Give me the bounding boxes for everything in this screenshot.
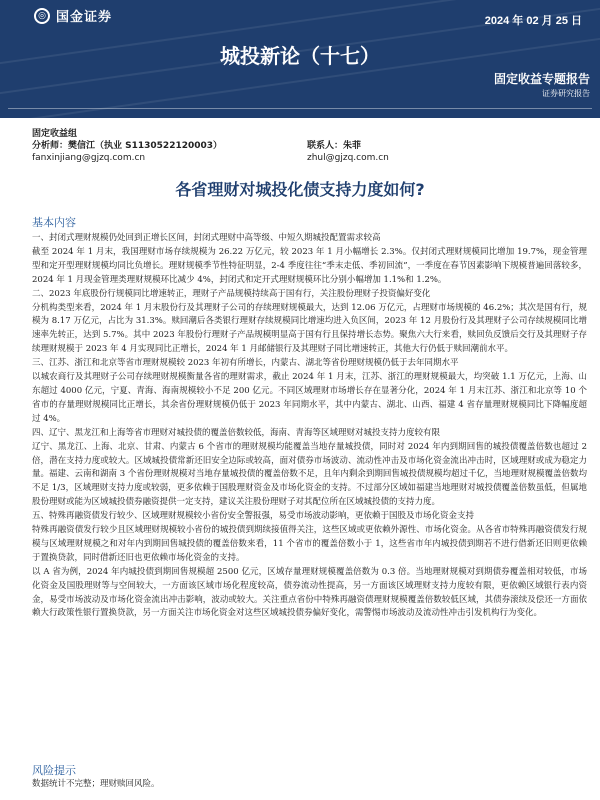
paragraph: 截至 2024 年 1 月末，我国理财市场存续规模为 26.22 万亿元，较 2023 年 1 月小幅增长 2.3%。仅封闭式理财规模同比增加 19.7%，现金管理型和定开型理财规模均同比负增长。理财规模季节性特征明显，2-4 季度往往“季末走低、季初回流”，一季度在春节因素影响下规模普遍回落较多，2024 年 1 月现金管理类理财规模环比减少 4%，封闭式和定开式理财规模环比分别小幅增加 1.1%和 1.2%。 [32, 246, 587, 285]
section-heading-content: 基本内容 [32, 216, 76, 229]
paragraph: 以城农商行及其理财子公司存续理财规模衡量各省的理财需求，截止 2024 年 1 月末，江苏、浙江的理财规模最大，均突破 1.1 万亿元，上海、山东超过 4000 亿元，宁夏、青海、海南规模较小不足 200 亿元。不同区域理财市场增长存在显著分化，2024 年 1 月末江苏、浙江和北京等 10 个省市的存量理财规模同比正增长，其余省份理财规模仍低于 2023 年同期水平，其中内蒙古、湖北、山西、福建 4 省存量理财规模同比下降幅度超过 4%。 [32, 372, 587, 424]
paragraph: 二、2023 年底股份行规模同比增速转正，理财子产品规模持续高于国有行，关注股份理财子投资偏好变化 [32, 288, 431, 299]
contact: 联系人：朱菲 [307, 141, 362, 151]
analyst-email[interactable]: fanxinjiang@gjzq.com.cn [32, 153, 146, 163]
paragraph: 四、辽宁、黑龙江和上海等省市理财对城投债的覆盖倍数较低，海南、青海等区域理财对城投支持力度较有限 [32, 427, 441, 438]
globe-icon: ◎ [34, 8, 50, 24]
paragraph: 辽宁、黑龙江、上海、北京、甘肃、内蒙古 6 个省市的理财规模均能覆盖当地存量城投债，同时对 2024 年内到期回售的城投债覆盖倍数也超过 2 倍，潜在支持力度或较大。区域城投债常新还旧安全边际或较高，面对债券市场波动、流动性冲击及市场化资金流出冲击时，区域理财或成为稳定力量。福建、云南和湖南 3 个省份理财规模对当地存量城投债的覆盖倍数不足，且年内剩余到期回售城投债规模均超过千亿，当地理财规模覆盖倍数均不足 1/3，区域理财支持力度或较弱，更多依赖于国股理财资金及市场化资金的支持。不过部分区域如福建当地理财对城投债覆盖倍数虽低，但属地股份理财或能为区域城投债券融资提供一定支持，建议关注股份理财子对其配位所在区域城投债的支持力度。 [32, 441, 587, 508]
paragraph: 三、江苏、浙江和北京等省市理财规模较 2023 年初有所增长，内蒙古、湖北等省份理财规模仍低于去年同期水平 [32, 358, 459, 369]
report-date: 2024 年 02 月 25 日 [484, 15, 582, 27]
paragraph: 特殊再融资债发行较少且区域理财规模较小省份的城投债到期续接值得关注，这些区域或更依赖外源性、市场化资金。从各省市特殊再融资债发行规模与区域理财规模之和对年内到期回售城投债的覆盖倍数来看，11 个省市的覆盖倍数小于 1，这些省市年内城投债到期若不进行借新还旧则更依赖于置换贷款，同时借新还旧也更依赖市场化资金的支持。 [32, 525, 587, 563]
analyst: 分析师：樊信江（执业 S1130522120003） [32, 141, 223, 151]
document-title: 各省理财对城投化债支持力度如何? [175, 180, 425, 199]
paragraph: 分机构类型来看，2024 年 1 月末股份行及其理财子公司的存续理财规模最大，达到 12.06 万亿元，占理财市场规模的 46.2%；其次是国有行，规模为 8.17 万亿元，占比为 31.3%。赎回潮后各类银行理财存续规模同比增速均进入负区间，2023 年 12 月股份行及其理财子公司存续规模同比增速率先转正，达到 5.7%。其中 2023 年股份行理财子产品规模明显高于国有行且保持增长态势。聚焦六大行来看，赎回负反馈后交行及其理财子存续理财规模于 2023 年 4 月实现同比正增长，2024 年 1 月邮储银行及其理财子同比增速转正，其他大行仍低于赎回潮前水平。 [32, 302, 587, 355]
paragraph: 以 A 省为例，2024 年内城投债到期回售规模超 2500 亿元，区域存量理财规模覆盖倍数为 0.3 倍。当地理财规模对到期债券覆盖相对较低，市场化资金及国股理财等与空间较大，一方面该区域市场化程度较高，债券流动性提高，另一方面该区域理财支持力度较有限，更依赖区域银行表内资金，易受市场波动及市场化资金流出冲击影响，波动或较大。关注重点省份中特殊再融资债理财规模覆盖倍数较低区域，其债券滚续及偿还一方面依赖大行政策性银行置换贷款，另一方面关注市场化资金对这些区域城投债券偏好变化，需警惕市场波动及流动性冲击引发机构行为变化。 [32, 566, 587, 619]
paragraph: 一、封闭式理财规模仍处回到正增长区间，封闭式理财中高等级、中短久期城投配置需求较高 [32, 233, 381, 243]
body-text [32, 232, 587, 621]
author-info [32, 128, 389, 164]
contact-email[interactable]: zhul@gjzq.com.cn [307, 153, 389, 163]
report-sub-series: 证券研究报告 [542, 89, 590, 98]
report-title: 城投新论（十七） [220, 44, 380, 68]
paragraph: 五、特殊再融资债发行较少、区域理财规模较小省份安全警报强，易受市场波动影响，更依赖于国股及市场化资金支持 [32, 511, 475, 522]
report-series: 固定收益专题报告 [493, 72, 590, 86]
team-name: 固定收益组 [32, 129, 78, 139]
header-banner [0, 0, 600, 118]
header-divider [8, 108, 592, 109]
logo [34, 6, 112, 25]
logo-text: 国金证券 [56, 10, 113, 25]
section-heading-risk: 风险提示 [32, 764, 76, 777]
risk-text: 数据统计不完整；理财赎回风险。 [32, 779, 160, 789]
